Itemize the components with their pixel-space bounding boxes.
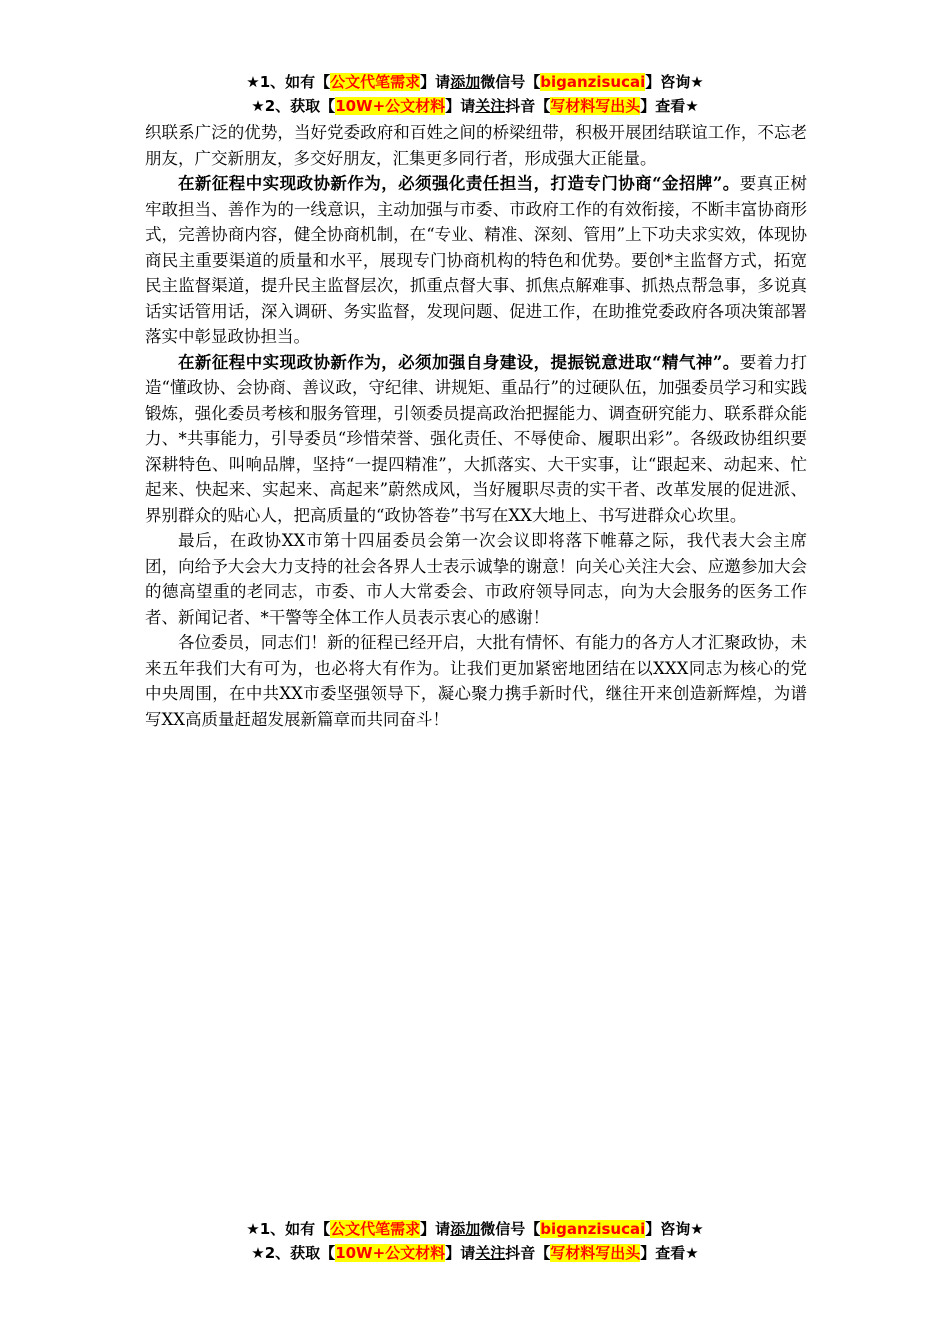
banner-text: 抖音【 bbox=[505, 1244, 551, 1262]
banner-text: 】查看★ bbox=[640, 97, 699, 115]
banner-text: 】请 bbox=[420, 1220, 451, 1238]
banner-line-1 bbox=[0, 1217, 950, 1241]
paragraph-lead: 在新征程中实现政协新作为，必须强化责任担当，打造专门协商“金招牌”。 bbox=[178, 174, 740, 193]
banner-text: ★1、如有【 bbox=[246, 73, 331, 91]
document-body bbox=[145, 120, 807, 732]
banner-text: 微信号【 bbox=[480, 73, 541, 91]
paragraph-text: 最后，在政协XX市第十四届委员会第一次会议即将落下帷幕之际，我代表大会主席团，向给予大会大力支持的社会各界人士表示诚挚的谢意！向关心关注大会、应邀参加大会的德高望重的老同志，市委、市人大常委会、市政府领导同志，向为大会服务的医务工作者、新闻记者、*干警等全体工作人员表示衷心的感谢！ bbox=[145, 531, 807, 627]
banner-text: 】咨询★ bbox=[645, 73, 704, 91]
banner-line-2 bbox=[0, 1241, 950, 1265]
wechat-id: biganzisucai bbox=[540, 1220, 646, 1238]
banner-text: 】咨询★ bbox=[645, 1220, 704, 1238]
footer-banner bbox=[0, 1217, 950, 1265]
paragraph-text: 织联系广泛的优势，当好党委政府和百姓之间的桥梁纽带，积极开展团结联谊工作，不忘老朋友，广交新朋友，多交好朋友，汇集更多同行者，形成强大正能量。 bbox=[145, 123, 807, 168]
banner-text: 】请 bbox=[445, 97, 476, 115]
paragraph-text: 各位委员，同志们！新的征程已经开启，大批有情怀、有能力的各方人才汇聚政协，未来五年我们大有可为，也必将大有作为。让我们更加紧密地团结在以XXX同志为核心的党中央周围，在中共XX市委坚强领导下，凝心聚力携手新时代，继往开来创造新辉煌，为谱写XX高质量赶超发展新篇章而共同奋斗！ bbox=[145, 633, 807, 729]
highlight-text: 公文代笔需求 bbox=[330, 1220, 421, 1238]
banner-text: ★1、如有【 bbox=[246, 1220, 331, 1238]
wechat-id: biganzisucai bbox=[540, 73, 646, 91]
underlined-text: 添加 bbox=[450, 1220, 481, 1238]
banner-text: 】请 bbox=[420, 73, 451, 91]
douyin-account: 写材料写出头 bbox=[550, 97, 641, 115]
banner-line-1 bbox=[0, 70, 950, 94]
highlight-text: 10W+公文材料 bbox=[335, 97, 446, 115]
header-banner bbox=[0, 70, 950, 118]
underlined-text: 关注 bbox=[475, 1244, 506, 1262]
underlined-text: 添加 bbox=[450, 73, 481, 91]
banner-text: 抖音【 bbox=[505, 97, 551, 115]
highlight-text: 公文代笔需求 bbox=[330, 73, 421, 91]
douyin-account: 写材料写出头 bbox=[550, 1244, 641, 1262]
paragraph-text: 要真正树牢敢担当、善作为的一线意识，主动加强与市委、市政府工作的有效衔接，不断丰富协商形式，完善协商内容，健全协商机制，在“专业、精准、深刻、管用”上下功夫求实效，体现协商民主重要渠道的质量和水平，展现专门协商机构的特色和优势。要创*主监督方式，拓宽民主监督渠道，提升民主监督层次，抓重点督大事、抓焦点解难事、抓热点帮急事，多说真话实话管用话，深入调研、务实监督，发现问题、促进工作，在助推党委政府各项决策部署落实中彰显政协担当。 bbox=[145, 174, 808, 346]
banner-text: 】请 bbox=[445, 1244, 476, 1262]
paragraph-lead: 在新征程中实现政协新作为，必须加强自身建设，提振锐意进取“精气神”。 bbox=[178, 352, 740, 372]
banner-text: 】查看★ bbox=[640, 1244, 699, 1262]
paragraph bbox=[145, 171, 807, 350]
paragraph bbox=[145, 528, 807, 630]
highlight-text: 10W+公文材料 bbox=[335, 1244, 446, 1262]
banner-text: 微信号【 bbox=[480, 1220, 541, 1238]
paragraph bbox=[145, 630, 807, 732]
paragraph bbox=[145, 120, 807, 171]
banner-line-2 bbox=[0, 94, 950, 118]
paragraph-text: 要着力打造“懂政协、会协商、善议政，守纪律、讲规矩、重品行”的过硬队伍，加强委员学习和实践锻炼，强化委员考核和服务管理，引领委员提高政治把握能力、调查研究能力、联系群众能力、*共事能力，引导委员“珍惜荣誉、强化责任、不辱使命、履职出彩”。各级政协组织要深耕特色、叫响品牌，坚持“一提四精准”，大抓落实、大干实事，让“跟起来、动起来、忙起来、快起来、实起来、高起来”蔚然成风，当好履职尽责的实干者、改革发展的促进派、界别群众的贴心人，把高质量的“政协答卷”书写在XX大地上、书写进群众心坎里。 bbox=[145, 352, 808, 525]
underlined-text: 关注 bbox=[475, 97, 506, 115]
banner-text: ★2、获取【 bbox=[251, 97, 336, 115]
banner-text: ★2、获取【 bbox=[251, 1244, 336, 1262]
paragraph bbox=[145, 350, 807, 529]
